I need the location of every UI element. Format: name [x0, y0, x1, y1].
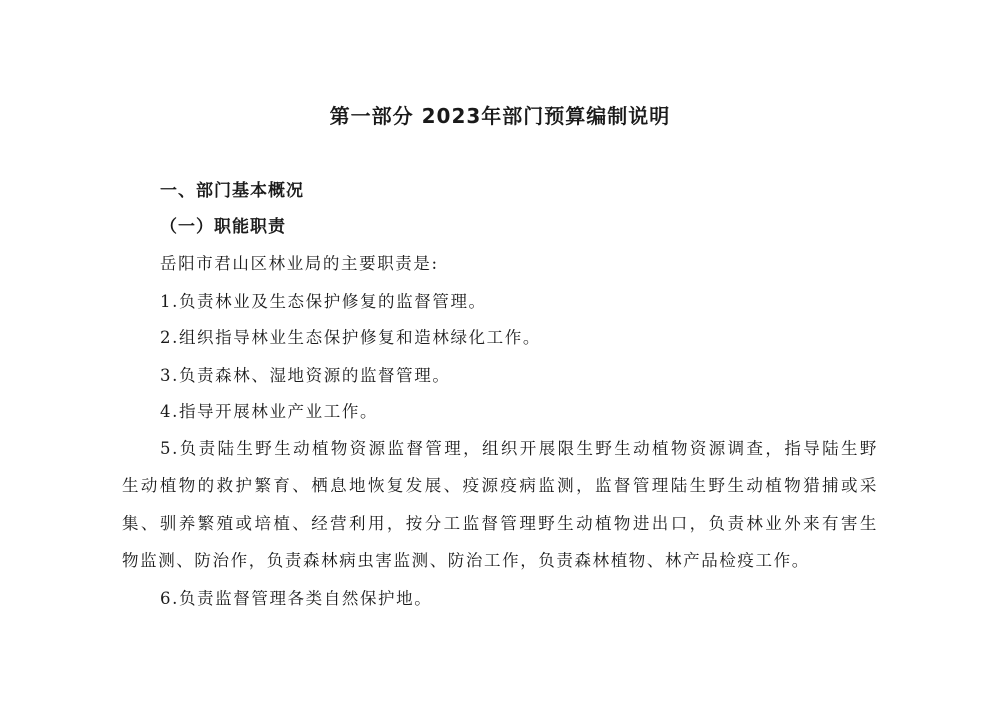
list-item-2: 2.组织指导林业生态保护修复和造林绿化工作。 — [160, 328, 541, 347]
subsection-heading-functions: （一）职能职责 — [160, 217, 286, 237]
intro-paragraph: 岳阳市君山区林业局的主要职责是: — [160, 254, 439, 273]
list-item-5-line-4: 物监测、防治作，负责森林病虫害监测、防治工作，负责森林植物、林产品检疫工作。 — [122, 551, 810, 570]
list-item-5-line-2: 生动植物的救护繁育、栖息地恢复发展、疫源疫病监测，监督管理陆生野生动植物猎捕或采 — [122, 476, 878, 495]
list-item-5-line-1: 5.负责陆生野生动植物资源监督管理，组织开展限生野生动植物资源调查，指导陆生野 — [160, 439, 878, 458]
list-item-4: 4.指导开展林业产业工作。 — [160, 402, 379, 421]
list-item-1: 1.负责林业及生态保护修复的监督管理。 — [160, 292, 487, 311]
page-title: 第一部分 2023年部门预算编制说明 — [329, 104, 671, 128]
list-item-6: 6.负责监督管理各类自然保护地。 — [160, 589, 433, 608]
list-item-3: 3.负责森林、湿地资源的监督管理。 — [160, 366, 451, 385]
section-heading-basic-overview: 一、部门基本概况 — [160, 181, 304, 201]
list-item-5-line-3: 集、驯养繁殖或培植、经营利用，按分工监督管理野生动植物进出口，负责林业外来有害生 — [122, 514, 878, 533]
